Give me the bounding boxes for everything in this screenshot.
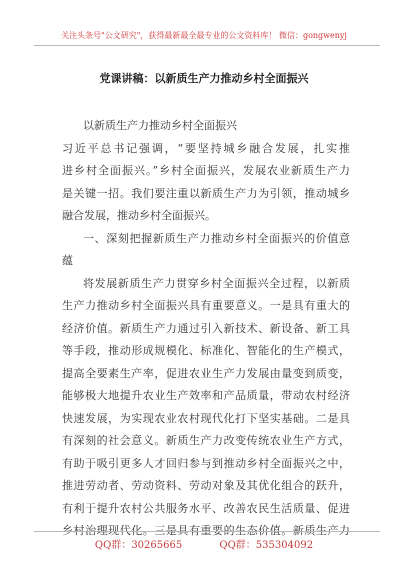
body-line: 快速发展，为实现农业农村现代化打下坚实基础。二是具 bbox=[62, 411, 350, 425]
footer-qq-group-2: QQ群：535304092 bbox=[219, 540, 314, 551]
body-line: 融合发展，推动乡村全面振兴。 bbox=[62, 209, 216, 222]
body-line: 有利于提升农村公共服务水平、改善农民生活质量、促进 bbox=[62, 501, 350, 515]
body-line: 经济价值。新质生产力通过引入新技术、新设备、新工具 bbox=[62, 321, 350, 335]
body-line: 一、深刻把握新质生产力推动乡村全面振兴的价值意 bbox=[83, 231, 350, 245]
body-line: 以新质生产力推动乡村全面振兴 bbox=[83, 119, 237, 132]
body-line: 是关键一招。我们要注重以新质生产力为引领，推动城乡 bbox=[62, 186, 350, 200]
body-line: 有助于吸引更多人才回归参与到推动乡村全面振兴之中， bbox=[62, 456, 350, 470]
body-line: 将发展新质生产力贯穿乡村全面振兴全过程，以新质 bbox=[83, 276, 350, 290]
document-body bbox=[62, 115, 350, 543]
body-line: 能够极大地提升农业生产效率和产品质量，带动农村经济 bbox=[62, 389, 350, 402]
body-line: 乡村治理现代化。三是具有重要的生态价值。新质生产力 bbox=[62, 524, 350, 537]
footer-contact bbox=[0, 536, 408, 551]
footer-qq-group-1: QQ群：30265665 bbox=[94, 540, 183, 551]
header-promo-note: 关注头条号"公文研究"，获得最新最全最专业的公文资料库！ 微信：gongwenyj bbox=[61, 31, 347, 40]
footer-divider bbox=[34, 531, 380, 532]
body-line: 有深刻的社会意义。新质生产力改变传统农业生产方式， bbox=[62, 434, 350, 447]
body-line: 习近平总书记强调，“要坚持城乡融合发展，扎实推 bbox=[62, 141, 350, 155]
body-line: 生产力推动乡村全面振兴具有重要意义。一是具有重大的 bbox=[62, 299, 350, 312]
header-divider bbox=[34, 45, 380, 46]
body-line: 蕴 bbox=[62, 254, 73, 267]
body-line: 提高全要素生产率，促进农业生产力发展由量变到质变， bbox=[62, 366, 350, 380]
body-line: 推进劳动者、劳动资料、劳动对象及其优化组合的跃升， bbox=[62, 479, 350, 492]
body-line: 进乡村全面振兴。”乡村全面振兴，发展农业新质生产力 bbox=[62, 164, 350, 177]
body-line: 等手段，推动形成规模化、标准化、智能化的生产模式， bbox=[62, 344, 350, 357]
document-title: 党课讲稿：以新质生产力推动乡村全面振兴 bbox=[99, 72, 309, 85]
